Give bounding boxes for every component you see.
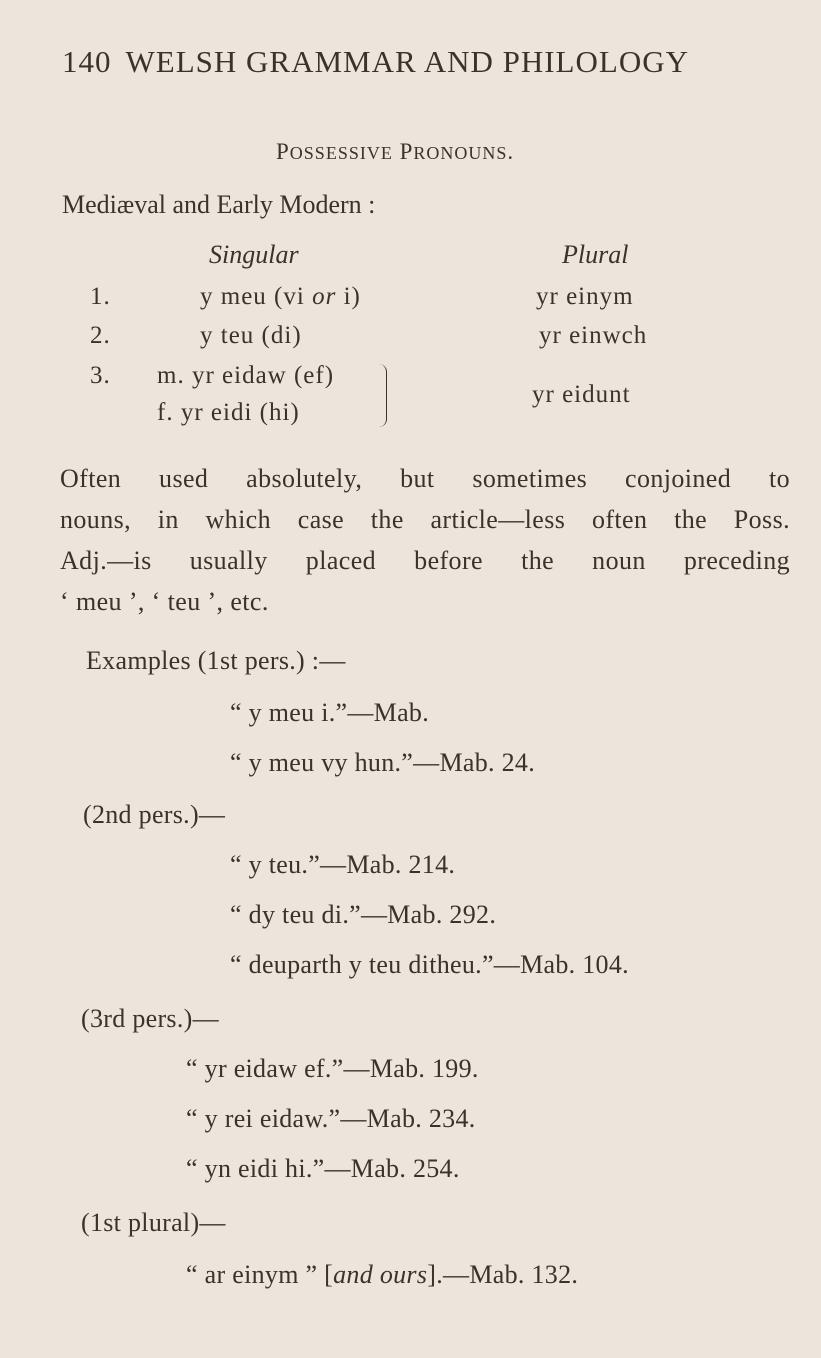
grouping-brace xyxy=(376,364,387,427)
singular-1st: y meu (vi or i) xyxy=(200,283,361,310)
plural-heading: Plural xyxy=(562,240,629,269)
plural-3rd: yr eidunt xyxy=(532,381,631,408)
example-line: “ y rei eidaw.”—Mab. 234. xyxy=(186,1104,476,1133)
example-line: “ y meu i.”—Mab. xyxy=(230,698,430,727)
examples-3rd-label: (3rd pers.)— xyxy=(81,1004,219,1033)
row-number-2: 2. xyxy=(90,322,111,349)
explanation-paragraph: Often used absolutely, but sometimes conjoined to nouns, in which case the article—less often the Poss. Adj.—is usually placed before the noun preceding ‘ meu ’, ‘ teu ’, etc. xyxy=(60,464,790,616)
example-line: “ y teu.”—Mab. 214. xyxy=(230,850,456,879)
example-line: “ y meu vy hun.”—Mab. 24. xyxy=(230,748,536,777)
singular-3rd-fem: f. yr eidi (hi) xyxy=(157,399,300,426)
lead-line: Mediæval and Early Modern : xyxy=(62,190,376,219)
example-line: “ yr eidaw ef.”—Mab. 199. xyxy=(186,1054,479,1083)
singular-3rd-masc: m. yr eidaw (ef) xyxy=(157,362,335,389)
examples-2nd-label: (2nd pers.)— xyxy=(83,800,226,829)
examples-1st-plural-label: (1st plural)— xyxy=(81,1208,226,1237)
plural-2nd: yr einwch xyxy=(539,322,648,349)
singular-heading: Singular xyxy=(209,240,299,269)
running-title: WELSH GRAMMAR AND PHILOLOGY xyxy=(125,44,689,79)
page-number: 140 xyxy=(62,44,112,79)
example-line: “ yn eidi hi.”—Mab. 254. xyxy=(186,1154,460,1183)
plural-1st: yr einym xyxy=(536,283,634,310)
running-header xyxy=(62,44,689,80)
singular-2nd: y teu (di) xyxy=(200,322,302,349)
example-line: “ ar einym ” [and ours].—Mab. 132. xyxy=(186,1260,579,1289)
examples-1st-label: Examples (1st pers.) :— xyxy=(86,646,346,675)
row-number-1: 1. xyxy=(90,283,111,310)
section-title: POSSESSIVE PRONOUNS. xyxy=(276,139,515,164)
example-line: “ dy teu di.”—Mab. 292. xyxy=(230,900,497,929)
row-number-3: 3. xyxy=(90,362,111,389)
example-line: “ deuparth y teu ditheu.”—Mab. 104. xyxy=(230,950,629,979)
